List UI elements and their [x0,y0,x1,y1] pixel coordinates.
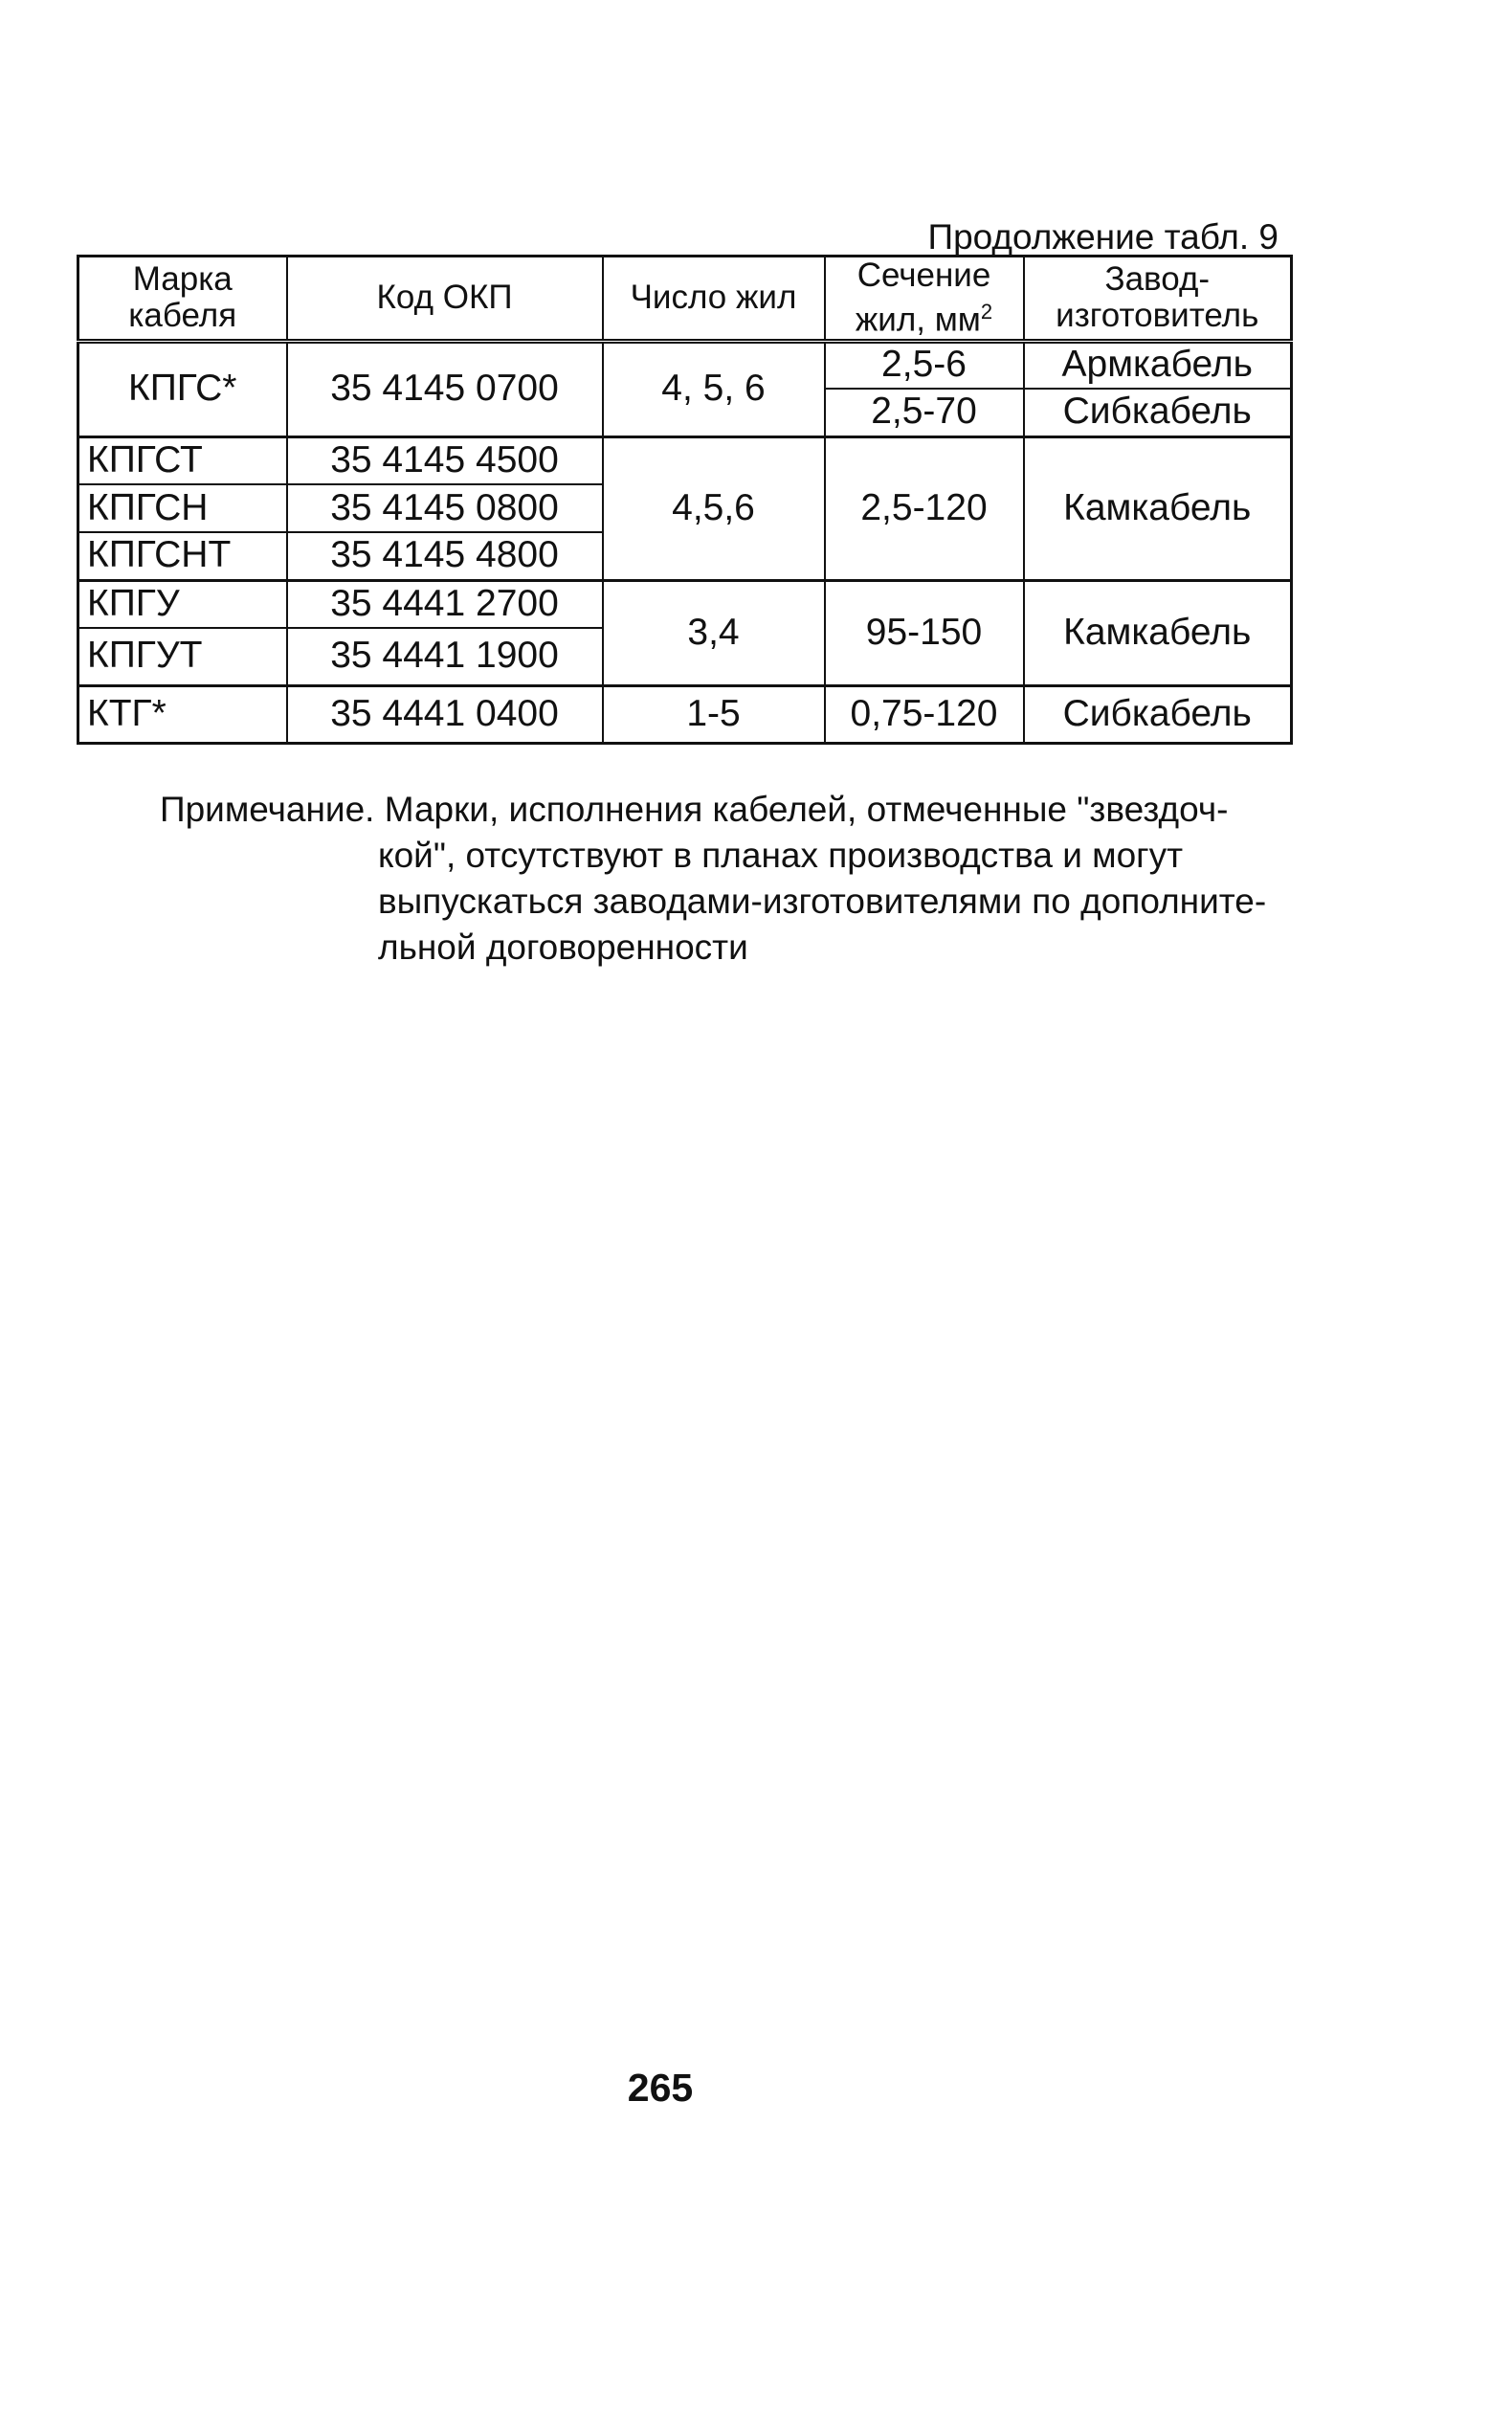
note-line: выпускаться заводами-изготовителями по дополните- [378,882,1267,921]
section-cell: 2,5-70 [825,389,1024,436]
brand-cell: КПГС* [78,341,287,436]
brand-cell: КПГУТ [78,628,287,685]
code-cell: 35 4145 4500 [287,436,603,484]
header-code: Код ОКП [287,257,603,342]
section-cell: 2,5-6 [825,341,1024,389]
plant-cell: Сибкабель [1024,685,1292,743]
header-brand: Марка кабеля [78,257,287,342]
brand-cell: КТГ* [78,685,287,743]
section-cell: 0,75-120 [825,685,1024,743]
header-section-text: Сечение жил, мм [855,257,991,339]
note-line: льной договоренности [378,928,748,967]
brand-cell: КПГСНТ [78,532,287,580]
plant-cell: Сибкабель [1024,389,1292,436]
header-cores: Число жил [603,257,825,342]
cable-table [77,255,1293,745]
note-lead: Примечание. Марки, исполнения кабелей, отмеченные "звездоч- [160,790,1229,829]
code-cell: 35 4145 4800 [287,532,603,580]
table-header-row [78,257,1292,342]
code-cell: 35 4441 1900 [287,628,603,685]
header-section [825,257,1024,342]
cores-cell: 4, 5, 6 [603,341,825,436]
cores-cell: 1-5 [603,685,825,743]
note-line: кой", отсутствуют в планах производства и могут [378,836,1184,875]
plant-cell: Камкабель [1024,580,1292,685]
cores-cell: 4,5,6 [603,436,825,580]
brand-cell: КПГСН [78,484,287,532]
table-note [160,787,1308,967]
code-cell: 35 4441 2700 [287,580,603,628]
brand-cell: КПГСТ [78,436,287,484]
table-caption: Продолжение табл. 9 [927,217,1279,257]
code-cell: 35 4441 0400 [287,685,603,743]
plant-cell: Камкабель [1024,436,1292,580]
table-row [78,685,1292,743]
code-cell: 35 4145 0700 [287,341,603,436]
note-continuation [378,833,1266,971]
table-row [78,436,1292,484]
code-cell: 35 4145 0800 [287,484,603,532]
plant-cell: Армкабель [1024,341,1292,389]
brand-cell: КПГУ [78,580,287,628]
header-plant: Завод-изготовитель [1024,257,1292,342]
cores-cell: 3,4 [603,580,825,685]
table-row [78,341,1292,389]
section-cell: 2,5-120 [825,436,1024,580]
page-number: 265 [627,2066,694,2110]
section-cell: 95-150 [825,580,1024,685]
header-section-sup: 2 [980,300,993,324]
table-row [78,580,1292,628]
